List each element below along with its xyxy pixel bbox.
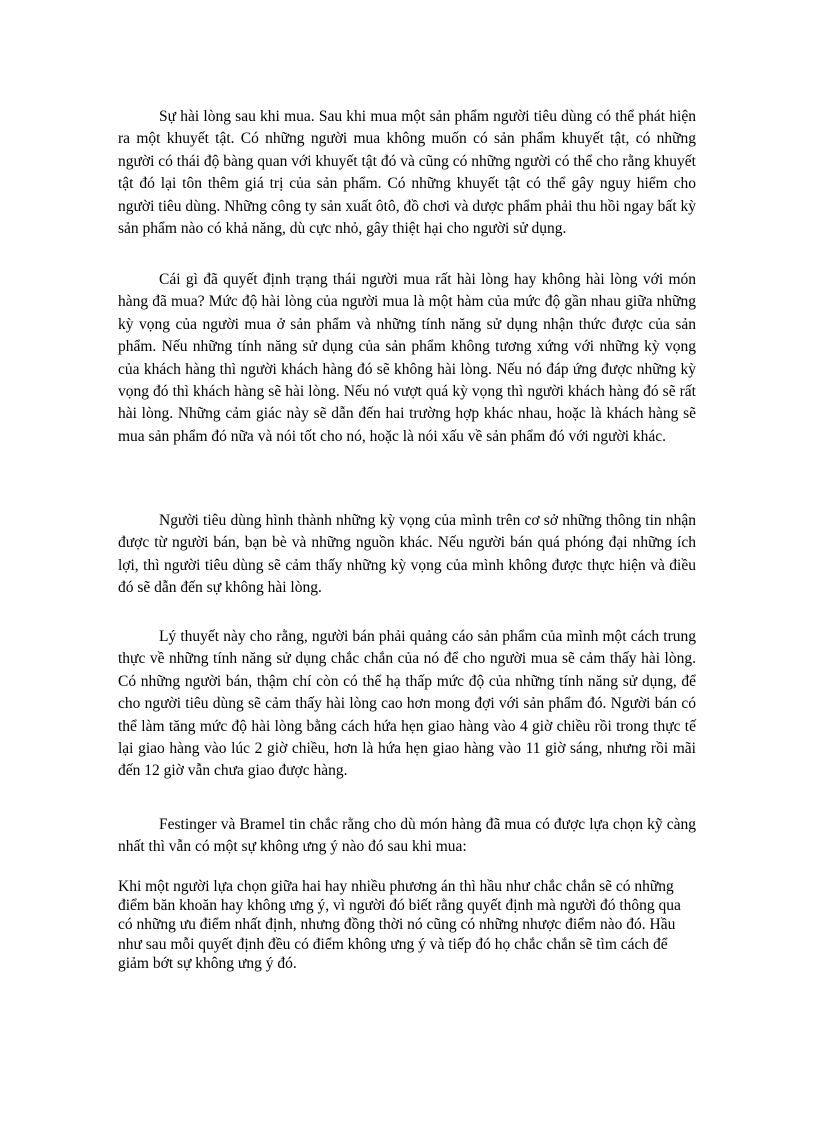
block-quote-dissonance: Khi một người lựa chọn giữa hai hay nhiều phương án thì hầu như chắc chắn sẽ có những điểm băn khoăn hay không ưng ý, vì người đó biết rằng quyết định mà người đó thông qua có những ưu điểm nhất định, nhưng đồng thời nó cũng có những nhược điểm nào đó. Hầu như sau mỗi quyết định đều có điểm không ưng ý và tiếp đó họ chắc chắn sẽ tìm cách để giảm bớt sự không ưng ý đó. — [118, 878, 681, 972]
paragraph-consumer-expectations: Người tiêu dùng hình thành những kỳ vọng của mình trên cơ sở những thông tin nhận được từ người bán, bạn bè và những nguồn khác. Nếu người bán quá phóng đại những ích lợi, thì người tiêu dùng sẽ cảm thấy những kỳ vọng của mình không được thực hiện và điều đó sẽ dẫn đến sự không hài lòng. — [118, 512, 696, 597]
paragraph-festinger-bramel: Festinger và Bramel tin chắc rằng cho dù món hàng đã mua có được lựa chọn kỹ càng nhất thì vẫn có một sự không ưng ý nào đó sau khi mua: — [118, 816, 696, 856]
paragraph-honest-advertising-theory: Lý thuyết này cho rằng, người bán phải quảng cáo sản phẩm của mình một cách trung thực về những tính năng sử dụng chắc chắn của nó để cho người mua sẽ cảm thấy hài lòng. Có những người bán, thậm chí còn có thể hạ thấp mức độ của những tính năng sử dụng, để cho người tiêu dùng sẽ cảm thấy hài lòng cao hơn mong đợi với sản phẩm đó. Người bán có thể làm tăng mức độ hài lòng bằng cách hứa hẹn giao hàng vào 4 giờ chiều rồi trong thực tế lại giao hàng vào lúc 2 giờ chiều, hơn là hứa hẹn giao hàng vào 11 giờ sáng, nhưng rồi mãi đến 12 giờ vẫn chưa giao được hàng. — [118, 628, 696, 780]
paragraph-post-purchase-satisfaction: Sự hài lòng sau khi mua. Sau khi mua một sản phẩm người tiêu dùng có thể phát hiện ra một khuyết tật. Có những người mua không muốn có sản phẩm khuyết tật, có những người có thái độ bàng quan với khuyết tật đó và cũng có những người có thể cho rằng khuyết tật đó lại tôn thêm giá trị của sản phẩm. Có những khuyết tật có thể gây nguy hiểm cho người tiêu dùng. Những công ty sản xuất ôtô, đồ chơi và dược phẩm phải thu hồi ngay bất kỳ sản phẩm nào có khả năng, dù cực nhỏ, gây thiệt hại cho người sử dụng. — [118, 108, 696, 238]
paragraph-satisfaction-determinants: Cái gì đã quyết định trạng thái người mua rất hài lòng hay không hài lòng với món hàng đã mua? Mức độ hài lòng của người mua là một hàm của mức độ gần nhau giữa những kỳ vọng của người mua ở sản phẩm và những tính năng sử dụng nhận thức được của sản phẩm. Nếu những tính năng sử dụng của sản phẩm không tương xứng với những kỳ vọng của khách hàng thì người khách hàng đó sẽ không hài lòng. Nếu nó đáp ứng được những kỳ vọng đó thì khách hàng sẽ hài lòng. Nếu nó vượt quá kỳ vọng thì người khách hàng đó sẽ rất hài lòng. Những cảm giác này sẽ dẫn đến hai trường hợp khác nhau, hoặc là khách hàng sẽ mua sản phẩm đó nữa và nói tốt cho nó, hoặc là nói xấu về sản phẩm đó với người khác. — [118, 271, 696, 445]
